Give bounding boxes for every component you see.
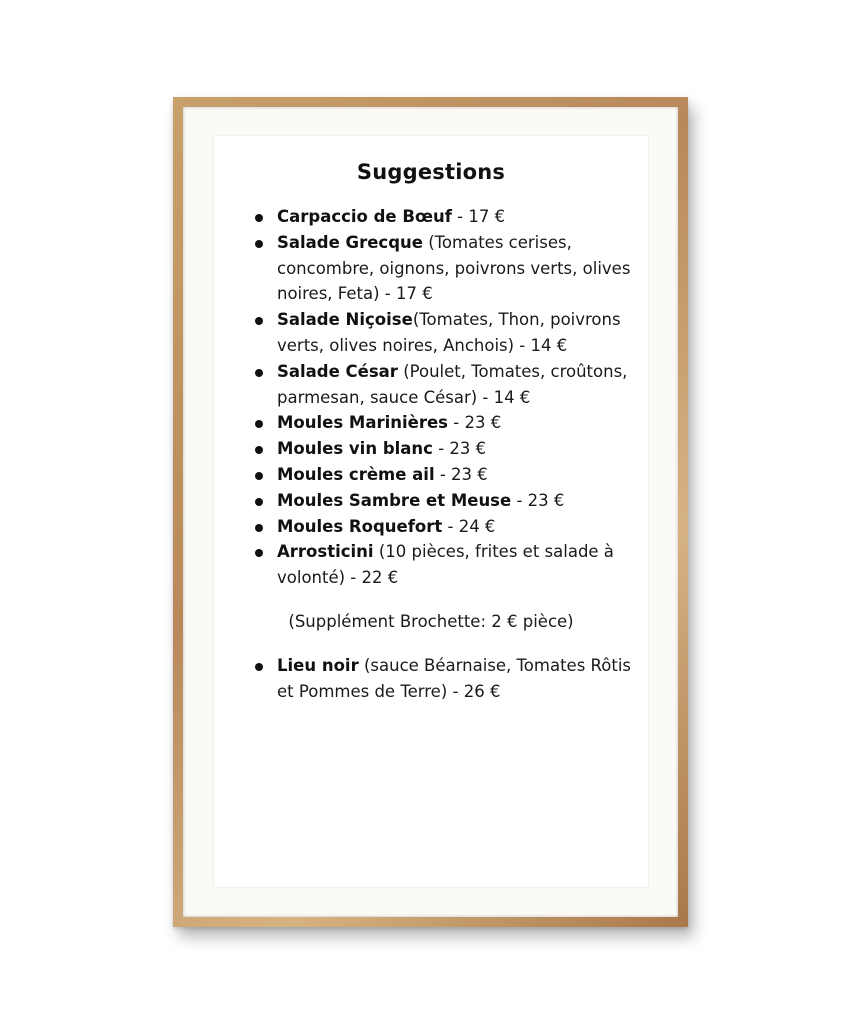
item-name: Moules Sambre et Meuse: [277, 490, 512, 510]
bullet-icon: [255, 369, 263, 377]
bullet-icon: [255, 663, 263, 671]
item-details: - 23 €: [448, 413, 502, 433]
menu-item: [277, 410, 640, 436]
item-details: (10 pièces, frites et salade à volonté) - 22 €: [277, 542, 614, 588]
item-name: Moules Roquefort: [277, 516, 443, 536]
item-details: - 23 €: [434, 464, 488, 484]
item-details: (Tomates, Thon, poivrons verts, olives noires, Anchois) - 14 €: [277, 310, 621, 355]
item-name: Moules vin blanc: [277, 439, 433, 459]
item-name: Moules Marinières: [277, 413, 449, 433]
item-name: Arrosticini: [277, 542, 374, 562]
item-details: - 23 €: [511, 490, 565, 510]
item-name: Lieu noir: [277, 655, 359, 675]
item-details: - 17 €: [451, 207, 506, 226]
menu-item: [277, 230, 640, 307]
item-details: (sauce Béarnaise, Tomates Rôtis et Pommes de Terre) - 26 €: [277, 655, 632, 701]
menu-item: [277, 307, 640, 359]
supplement-note: (Supplément Brochette: 2 € pièce): [288, 611, 574, 631]
menu-item: [277, 539, 640, 591]
item-name: Carpaccio de Bœuf: [277, 207, 452, 226]
frame-mat: [183, 107, 678, 917]
item-name: Moules crème ail: [277, 464, 435, 484]
menu-list: [214, 204, 648, 591]
bullet-icon: [255, 317, 263, 325]
menu-item: [277, 488, 640, 514]
bullet-icon: [255, 240, 263, 248]
picture-frame: [173, 97, 688, 927]
item-name: Salade Niçoise: [277, 310, 413, 330]
item-details: - 23 €: [432, 439, 487, 459]
item-name: Salade Grecque: [277, 232, 423, 252]
item-details: (Tomates cerises, concombre, oignons, poivrons verts, olives noires, Feta) - 17 €: [277, 232, 631, 304]
menu-sheet: [214, 136, 648, 887]
item-name: Salade César: [277, 361, 398, 381]
bullet-icon: [255, 446, 263, 454]
menu-item: [277, 514, 640, 540]
bullet-icon: [255, 549, 263, 557]
menu-item: [277, 436, 640, 462]
menu-item: [277, 359, 640, 411]
item-details: - 24 €: [442, 516, 496, 536]
menu-item: [277, 204, 640, 230]
bullet-icon: [255, 524, 263, 532]
bullet-icon: [255, 498, 263, 506]
menu-list-extra: [214, 653, 648, 705]
bullet-icon: [255, 420, 263, 428]
bullet-icon: [255, 472, 263, 480]
menu-title: Suggestions: [356, 160, 506, 184]
item-details: (Poulet, Tomates, croûtons, parmesan, sauce César) - 14 €: [277, 361, 628, 407]
menu-item: [277, 653, 640, 705]
menu-item: [277, 462, 640, 488]
bullet-icon: [255, 214, 263, 222]
